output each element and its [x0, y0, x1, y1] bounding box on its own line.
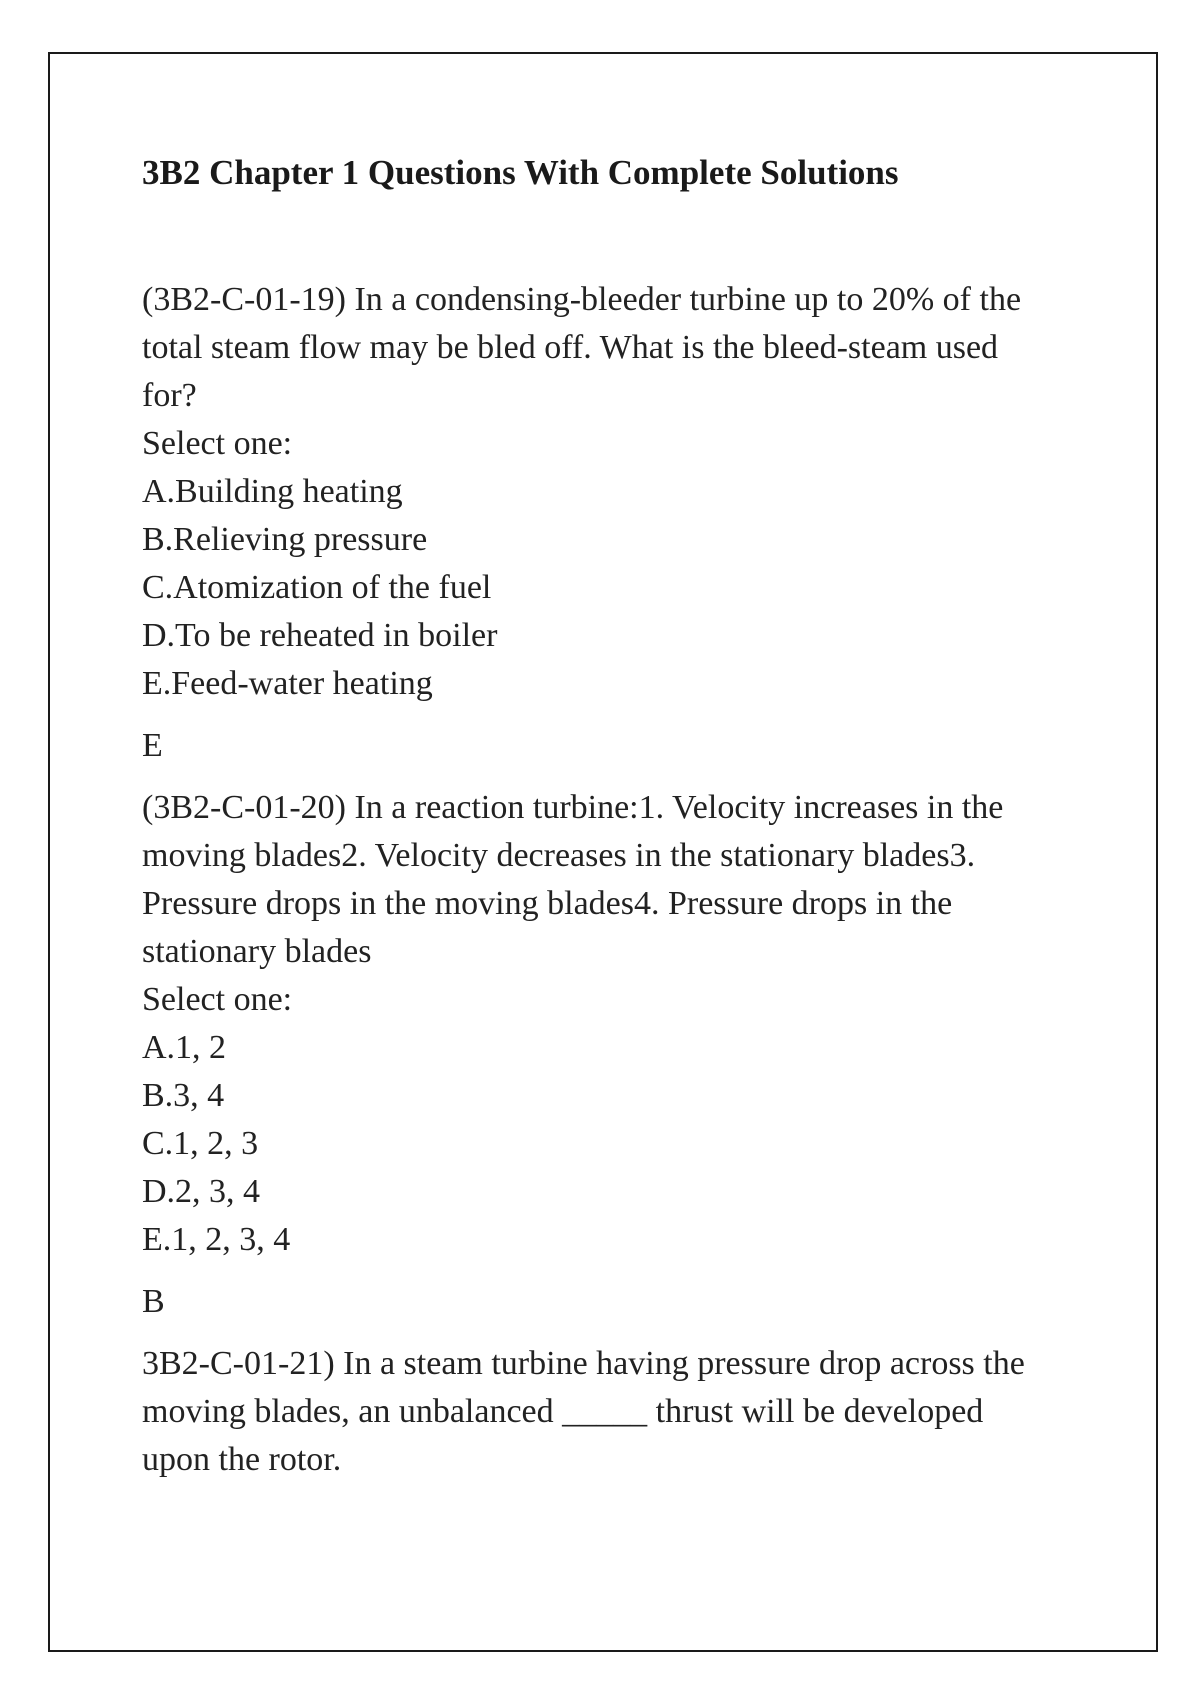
option-c: C.Atomization of the fuel	[142, 569, 492, 606]
question-text	[142, 1340, 1092, 1484]
option-e: E.Feed-water heating	[142, 665, 433, 702]
option-e: E.1, 2, 3, 4	[142, 1221, 291, 1258]
question-line: Pressure drops in the moving blades4. Pressure drops in the	[142, 885, 953, 922]
document-title: 3B2 Chapter 1 Questions With Complete Solutions	[142, 153, 899, 192]
question-block-21	[142, 1340, 1092, 1484]
question-block-19	[142, 276, 1092, 770]
option-a: A.Building heating	[142, 473, 403, 510]
question-line: total steam flow may be bled off. What is the bleed-steam used	[142, 329, 999, 366]
question-block-20	[142, 784, 1092, 1326]
answer: E	[142, 727, 163, 764]
question-line: stationary blades	[142, 933, 372, 970]
question-line: (3B2-C-01-19) In a condensing-bleeder turbine up to 20% of the	[142, 281, 1022, 318]
option-b: B.Relieving pressure	[142, 521, 428, 558]
document-content	[142, 150, 1092, 1484]
option-b: B.3, 4	[142, 1077, 225, 1114]
question-line: moving blades, an unbalanced _____ thrust will be developed	[142, 1393, 984, 1430]
question-line: 3B2-C-01-21) In a steam turbine having pressure drop across the	[142, 1345, 1025, 1382]
question-line: upon the rotor.	[142, 1441, 342, 1478]
question-line: moving blades2. Velocity decreases in the stationary blades3.	[142, 837, 976, 874]
option-c: C.1, 2, 3	[142, 1125, 259, 1162]
question-text	[142, 784, 1092, 976]
option-d: D.2, 3, 4	[142, 1173, 261, 1210]
answer: B	[142, 1283, 165, 1320]
select-one-label: Select one:	[142, 425, 293, 462]
question-line: for?	[142, 377, 197, 414]
question-text	[142, 276, 1092, 420]
question-line: (3B2-C-01-20) In a reaction turbine:1. Velocity increases in the	[142, 789, 1004, 826]
option-a: A.1, 2	[142, 1029, 227, 1066]
select-one-label: Select one:	[142, 981, 293, 1018]
option-d: D.To be reheated in boiler	[142, 617, 498, 654]
